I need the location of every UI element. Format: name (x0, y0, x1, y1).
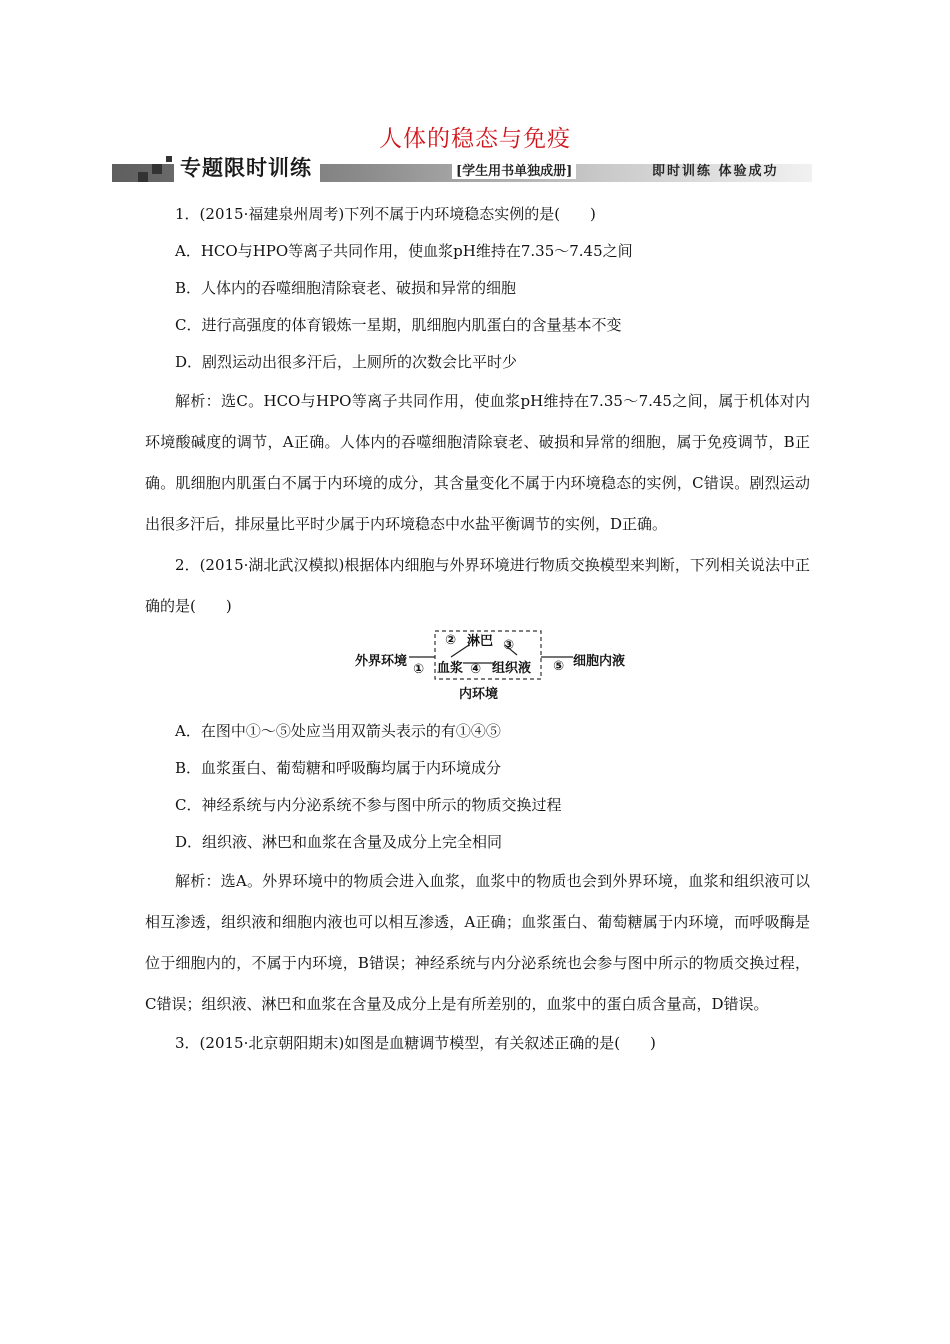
q1-option-c: C．进行高强度的体育锻炼一星期，肌细胞内肌蛋白的含量基本不变 (175, 316, 622, 334)
q1-stem: 1．(2015·福建泉州周考)下列不属于内环境稳态实例的是( ) (175, 205, 596, 223)
q2-analysis: 解析：选A。外界环境中的物质会进入血浆，血浆中的物质也会到外界环境，血浆和组织液可以相互渗透，组织液和细胞内液也可以相互渗透，A正确；血浆蛋白、葡萄糖属于内环境，而呼吸酶是位于细胞内的，不属于内环境，B错误；神经系统与内分泌系统也会参与图中所示的物质交换过程，C错误；组织液、淋巴和血浆在含量及成分上是有所差别的，血浆中的蛋白质含量高，D错误。 (145, 872, 810, 1013)
exchange-diagram (145, 629, 810, 711)
q1-option-b: B．人体内的吞噬细胞清除衰老、破损和异常的细胞 (175, 279, 517, 297)
q2-option-c: C．神经系统与内分泌系统不参与图中所示的物质交换过程 (175, 796, 562, 814)
banner-square-icon (152, 164, 162, 174)
label-inner-env: 内环境 (459, 687, 499, 702)
label-plasma: 血浆 (437, 661, 464, 676)
label-outer-env: 外界环境 (355, 654, 408, 669)
label-lymph: 淋巴 (467, 634, 494, 649)
label-n3: ③ (503, 638, 515, 653)
page-title: 人体的稳态与免疫 (379, 126, 571, 152)
banner-square-icon (138, 172, 148, 182)
section-banner (112, 150, 812, 186)
q1-option-a: A．HCO与HPO等离子共同作用，使血浆pH维持在7.35～7.45之间 (175, 242, 633, 260)
q2-option-a: A．在图中①～⑤处应当用双箭头表示的有①④⑤ (175, 722, 501, 740)
q1-analysis: 解析：选C。HCO与HPO等离子共同作用，使血浆pH维持在7.35～7.45之间，属于机体对内环境酸碱度的调节，A正确。人体内的吞噬细胞清除衰老、破损和异常的细胞，属于免疫调节，B正确。肌细胞内肌蛋白不属于内环境的成分，其含量变化不属于内环境稳态的实例，C错误。剧烈运动出很多汗后，排尿量比平时少属于内环境稳态中水盐平衡调节的实例，D正确。 (145, 392, 810, 533)
label-tissue-fluid: 组织液 (492, 661, 532, 676)
q3-stem: 3．(2015·北京朝阳期末)如图是血糖调节模型，有关叙述正确的是( ) (175, 1034, 656, 1052)
label-n5: ⑤ (553, 659, 565, 674)
label-n2: ② (445, 633, 457, 648)
question-content (145, 196, 810, 1062)
label-n1: ① (413, 662, 425, 677)
q2-option-d: D．组织液、淋巴和血浆在含量及成分上完全相同 (175, 833, 503, 851)
banner-subtitle: [学生用书单独成册] (452, 160, 576, 179)
q1-option-d: D．剧烈运动出很多汗后，上厕所的次数会比平时少 (175, 353, 518, 371)
banner-slogan: 即时训练 体验成功 (652, 164, 779, 179)
banner-label: 专题限时训练 (174, 152, 320, 182)
label-cell-fluid: 细胞内液 (573, 654, 626, 669)
label-n4: ④ (470, 662, 482, 677)
q2-option-b: B．血浆蛋白、葡萄糖和呼吸酶均属于内环境成分 (175, 759, 502, 777)
q2-stem: 2．(2015·湖北武汉模拟)根据体内细胞与外界环境进行物质交换模型来判断，下列相关说法中正确的是( ) (145, 556, 810, 615)
banner-square-icon (166, 156, 172, 162)
